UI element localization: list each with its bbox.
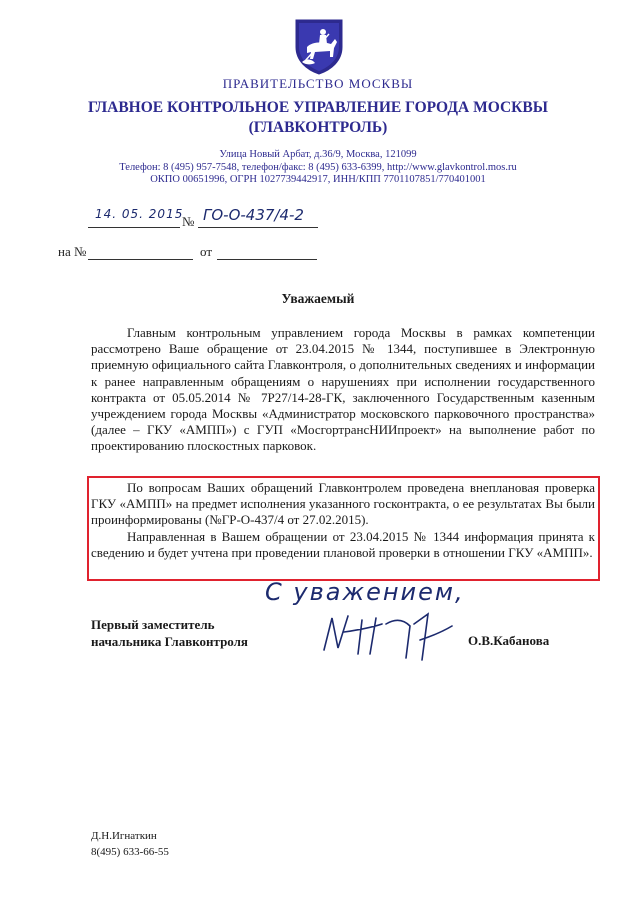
greeting: Уважаемый (281, 291, 355, 306)
signature-icon (318, 610, 458, 665)
outgoing-number: ГО-О-437/4-2 (203, 206, 304, 224)
paragraph: Направленная в Вашем обращении от 23.04.2015 № 1344 информация принята к сведению и будет учтена при проведении плановой проверки в отношении ГКУ «АМПП». (91, 528, 595, 560)
signatory-title (91, 616, 248, 650)
address-line: Улица Новый Арбат, д.36/9, Москва, 121099 (219, 149, 417, 160)
from-date-underline (217, 259, 317, 260)
number-underline (198, 227, 318, 228)
executor-name: Д.Н.Игнаткин (91, 830, 157, 842)
from-label: от (200, 244, 213, 259)
executor-phone: 8(495) 633-66-55 (91, 846, 169, 858)
moscow-coat-of-arms-icon (293, 17, 345, 75)
organization-contacts (0, 149, 636, 187)
organization-name-line2: (ГЛАВКОНТРОЛЬ) (248, 119, 388, 136)
organization-name (0, 98, 636, 138)
executor-info (91, 828, 169, 860)
organization-name-line1: ГЛАВНОЕ КОНТРОЛЬНОЕ УПРАВЛЕНИЕ ГОРОДА МОСКВЫ (88, 99, 548, 116)
signatory-title-line2: начальника Главконтроля (91, 634, 248, 649)
highlight-box (87, 476, 600, 581)
government-title: ПРАВИТЕЛЬСТВО МОСКВЫ (222, 76, 414, 91)
signatory-title-line1: Первый заместитель (91, 617, 215, 632)
signatory-name: О.В.Кабанова (468, 633, 550, 648)
letter-body-intro (91, 325, 595, 455)
contacts-line: Телефон: 8 (495) 957-7548, телефон/факс: 8 (495) 633-6399, http://www.glavkontrol.mos.ru (119, 161, 517, 173)
ids-line: ОКПО 00651996, ОГРН 1027739442917, ИНН/КПП 7701107851/770401001 (150, 174, 486, 185)
outgoing-date: 14. 05. 2015 (95, 207, 184, 221)
date-underline (88, 227, 180, 228)
reply-number-underline (88, 259, 193, 260)
reply-to-label: на № (58, 244, 87, 259)
handwritten-closing: С уважением, (265, 578, 465, 606)
number-sign: № (182, 214, 195, 229)
paragraph: По вопросам Ваших обращений Главконтролем проведена внеплановая проверка ГКУ «АМПП» на предмет исполнения указанного госконтракта, о ее результатах Вы были проинформированы (№ГР-О-437/4 от 27.02.2015). (91, 480, 595, 528)
paragraph: Главным контрольным управлением города Москвы в рамках компетенции рассмотрено Ваше обращение от 23.04.2015 № 1344, поступившее в Электронную приемную официального сайта Главконтроля, о дополнительных сведениях и информации к ранее направленным обращениям о нарушениях при исполнении государственного контракта от 05.05.2014 № 7Р27/14-28-ГК, заключенного Государственным казенным учреждением города Москвы «Администратор московского парковочного пространства» (далее – ГКУ «АМПП») с ГУП «МосгортрансНИИпроект» на выполнение работ по проектированию плоскостных парковок. (91, 325, 595, 454)
